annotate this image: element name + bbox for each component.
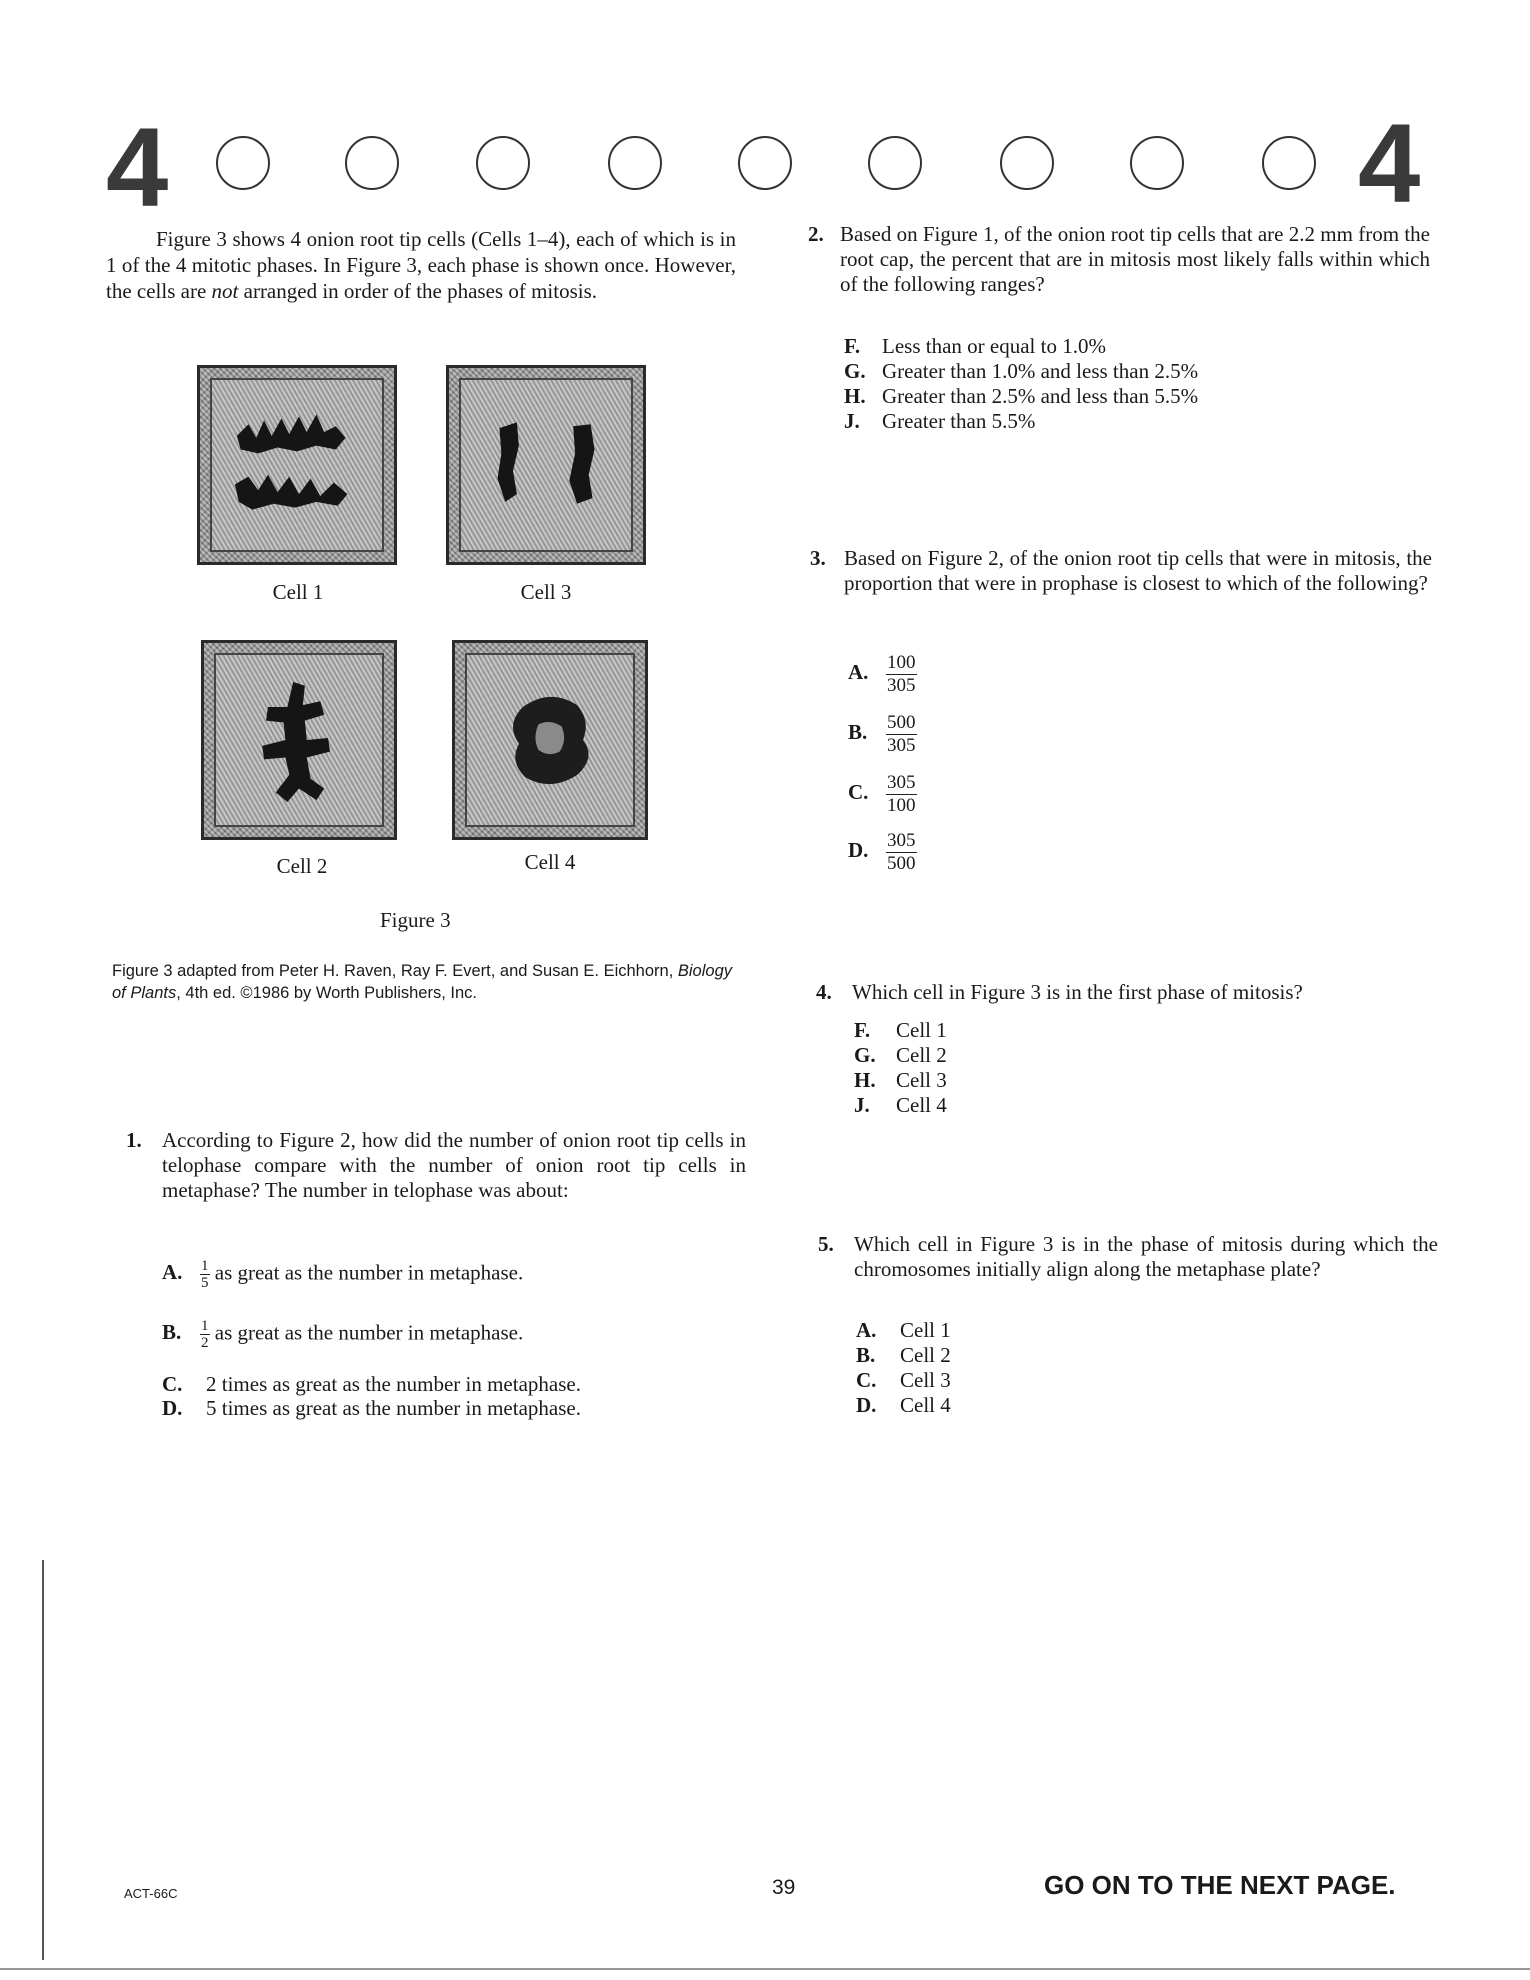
question-number: 4.	[816, 980, 832, 1004]
option-c[interactable]: C. $\frac{305}{100}$	[848, 772, 916, 816]
question-number: 1.	[126, 1128, 142, 1152]
option-b[interactable]: B. Cell 2	[856, 1343, 951, 1367]
scan-bottom-line	[0, 1968, 1530, 1970]
chromosomes-icon	[204, 643, 394, 837]
option-f[interactable]: F. Less than or equal to 1.0%	[844, 334, 1106, 358]
question-5	[818, 1232, 1438, 1312]
question-number: 2.	[808, 222, 824, 246]
cell-2-label: Cell 2	[276, 854, 328, 878]
header-circle	[1262, 136, 1316, 190]
next-page-notice: GO ON TO THE NEXT PAGE.	[1044, 1870, 1396, 1900]
option-c[interactable]: C. 2 times as great as the number in metaphase.	[162, 1372, 581, 1396]
scan-edge-line	[42, 1560, 44, 1960]
section-number-right: 4	[1358, 101, 1421, 226]
fraction: $\frac{500}{305}$	[887, 712, 916, 756]
chromosomes-icon	[455, 643, 645, 837]
option-a[interactable]: A. $\frac{1}{5}$ as great as the number in metaphase.	[162, 1258, 524, 1291]
question-text: Based on Figure 1, of the onion root tip cells that are 2.2 mm from the root cap, the percent that are in mitosis most likely falls within which of the following ranges?	[840, 222, 1430, 296]
passage-intro: Figure 3 shows 4 onion root tip cells (Cells 1–4), each of which is in 1 of the 4 mitotic phases. In Figure 3, each phase is shown once. However, the cells are not arranged in order of the phases of mitosis.	[106, 227, 736, 303]
header-circle	[868, 136, 922, 190]
cell-4-label: Cell 4	[524, 850, 576, 874]
cell-1-micrograph	[197, 365, 397, 565]
header-circle	[216, 136, 270, 190]
header-circle	[1130, 136, 1184, 190]
fraction: $\frac{1}{5}$	[201, 1258, 209, 1291]
cell-4-micrograph	[452, 640, 648, 840]
option-g[interactable]: G. Cell 2	[854, 1043, 947, 1067]
header-circle	[738, 136, 792, 190]
cell-2-micrograph	[201, 640, 397, 840]
question-text: Based on Figure 2, of the onion root tip cells that were in mitosis, the proportion that were in prophase is closest to which of the following?	[844, 546, 1432, 595]
question-number: 5.	[818, 1232, 834, 1256]
question-3	[810, 546, 1432, 626]
option-d[interactable]: D. $\frac{305}{500}$	[848, 830, 916, 874]
header-circle	[345, 136, 399, 190]
question-number: 3.	[810, 546, 826, 570]
option-a[interactable]: A. Cell 1	[856, 1318, 951, 1342]
option-g[interactable]: G. Greater than 1.0% and less than 2.5%	[844, 359, 1199, 383]
question-4	[816, 980, 1436, 1010]
section-number-left: 4	[106, 105, 169, 230]
fraction: $\frac{100}{305}$	[887, 652, 916, 696]
emphasis-not: not	[211, 279, 239, 303]
fraction: $\frac{1}{2}$	[201, 1318, 209, 1351]
page-number: 39	[772, 1876, 796, 1899]
header-circle	[608, 136, 662, 190]
header-circle	[476, 136, 530, 190]
option-d[interactable]: D. Cell 4	[856, 1393, 951, 1417]
option-h[interactable]: H. Cell 3	[854, 1068, 947, 1092]
question-text: According to Figure 2, how did the number of onion root tip cells in telophase compare with the number of onion root tip cells in metaphase? The number in telophase was about:	[162, 1128, 746, 1202]
question-text: Which cell in Figure 3 is in the phase of mitosis during which the chromosomes initially align along the metaphase plate?	[854, 1232, 1438, 1281]
option-b[interactable]: B. $\frac{500}{305}$	[848, 712, 916, 756]
chromosomes-icon	[449, 368, 643, 562]
cell-3-micrograph	[446, 365, 646, 565]
cell-3-label: Cell 3	[520, 580, 572, 604]
chromosomes-icon	[200, 368, 394, 562]
header-circle	[1000, 136, 1054, 190]
question-2	[808, 222, 1430, 322]
cell-1-label: Cell 1	[272, 580, 324, 604]
form-code: ACT-66C	[124, 1886, 178, 1901]
figure-caption: Figure 3	[380, 908, 451, 932]
option-f[interactable]: F. Cell 1	[854, 1018, 947, 1042]
option-a[interactable]: A. $\frac{100}{305}$	[848, 652, 916, 696]
option-c[interactable]: C. Cell 3	[856, 1368, 951, 1392]
option-b[interactable]: B. $\frac{1}{2}$ as great as the number in metaphase.	[162, 1318, 524, 1351]
figure-credit: Figure 3 adapted from Peter H. Raven, Ray F. Evert, and Susan E. Eichhorn, Biology of Plants, 4th ed. ©1986 by Worth Publishers, Inc.	[112, 962, 732, 1002]
option-h[interactable]: H. Greater than 2.5% and less than 5.5%	[844, 384, 1199, 408]
question-text: Which cell in Figure 3 is in the first phase of mitosis?	[852, 980, 1303, 1004]
question-1	[126, 1128, 746, 1228]
option-d[interactable]: D. 5 times as great as the number in metaphase.	[162, 1396, 581, 1420]
option-j[interactable]: J. Greater than 5.5%	[844, 409, 1036, 433]
fraction: $\frac{305}{100}$	[887, 772, 916, 816]
option-j[interactable]: J. Cell 4	[854, 1093, 947, 1117]
fraction: $\frac{305}{500}$	[887, 830, 916, 874]
